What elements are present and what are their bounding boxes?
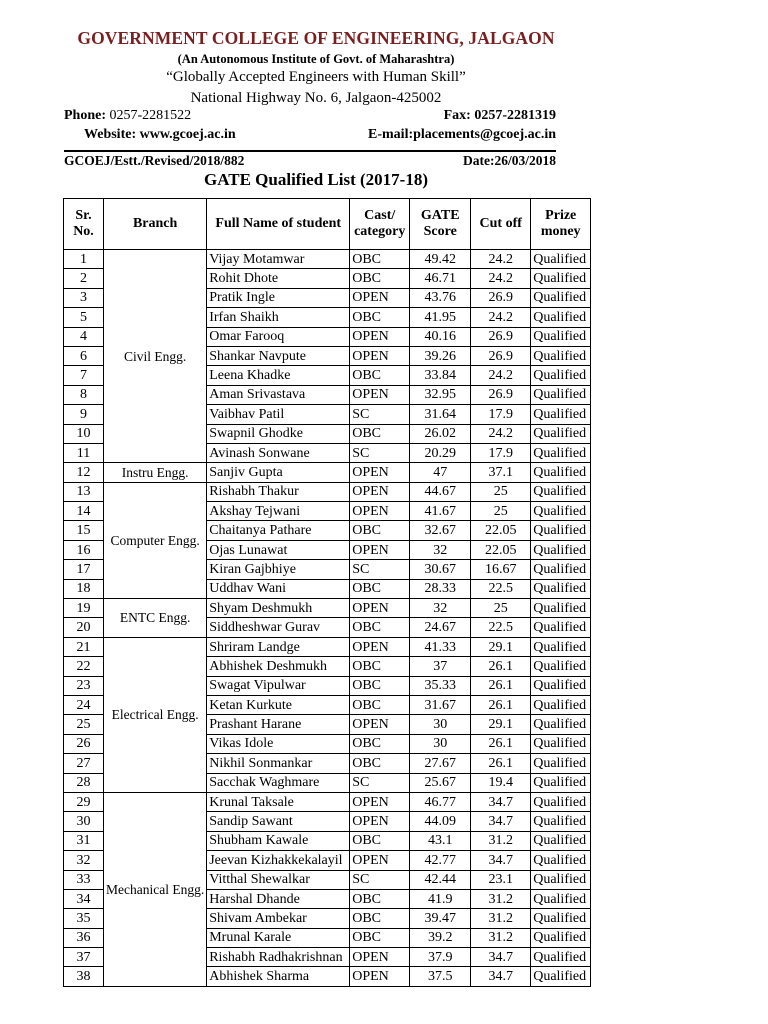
cell-prize-money: Qualified bbox=[531, 773, 591, 792]
cell-cut-off: 31.2 bbox=[471, 928, 531, 947]
cell-sr-no: 2 bbox=[64, 269, 104, 288]
cell-sr-no: 15 bbox=[64, 521, 104, 540]
cell-cut-off: 24.2 bbox=[471, 366, 531, 385]
cell-sr-no: 5 bbox=[64, 308, 104, 327]
cell-gate-score: 41.9 bbox=[410, 889, 471, 908]
cell-category: OBC bbox=[350, 889, 410, 908]
cell-cut-off: 26.1 bbox=[471, 734, 531, 753]
cell-cut-off: 31.2 bbox=[471, 831, 531, 850]
cell-prize-money: Qualified bbox=[531, 676, 591, 695]
cell-category: OBC bbox=[350, 269, 410, 288]
cell-gate-score: 31.67 bbox=[410, 695, 471, 714]
cell-student-name: Pratik Ingle bbox=[207, 288, 350, 307]
cell-cut-off: 26.9 bbox=[471, 346, 531, 365]
cell-cut-off: 22.5 bbox=[471, 579, 531, 598]
cell-gate-score: 44.67 bbox=[410, 482, 471, 501]
email: E-mail:placements@gcoej.ac.in bbox=[368, 127, 556, 142]
cell-gate-score: 47 bbox=[410, 463, 471, 482]
cell-sr-no: 19 bbox=[64, 599, 104, 618]
cell-gate-score: 46.77 bbox=[410, 792, 471, 811]
cell-category: OBC bbox=[350, 695, 410, 714]
cell-category: OPEN bbox=[350, 967, 410, 986]
reference-number: GCOEJ/Estt./Revised/2018/882 bbox=[64, 153, 245, 168]
cell-prize-money: Qualified bbox=[531, 540, 591, 559]
cell-sr-no: 24 bbox=[64, 695, 104, 714]
cell-cut-off: 31.2 bbox=[471, 909, 531, 928]
cell-cut-off: 26.1 bbox=[471, 754, 531, 773]
cell-sr-no: 12 bbox=[64, 463, 104, 482]
cell-gate-score: 39.26 bbox=[410, 346, 471, 365]
website: Website: www.gcoej.ac.in bbox=[84, 127, 236, 142]
cell-student-name: Vikas Idole bbox=[207, 734, 350, 753]
cell-category: OBC bbox=[350, 618, 410, 637]
cell-cut-off: 34.7 bbox=[471, 851, 531, 870]
cell-sr-no: 14 bbox=[64, 502, 104, 521]
cell-prize-money: Qualified bbox=[531, 618, 591, 637]
cell-sr-no: 10 bbox=[64, 424, 104, 443]
cell-gate-score: 28.33 bbox=[410, 579, 471, 598]
header-full-name: Full Name of student bbox=[207, 199, 350, 250]
phone-fax-row bbox=[64, 108, 556, 124]
cell-cut-off: 22.5 bbox=[471, 618, 531, 637]
cell-sr-no: 32 bbox=[64, 851, 104, 870]
cell-category: OBC bbox=[350, 909, 410, 928]
cell-student-name: Mrunal Karale bbox=[207, 928, 350, 947]
cell-gate-score: 24.67 bbox=[410, 618, 471, 637]
cell-prize-money: Qualified bbox=[531, 405, 591, 424]
cell-prize-money: Qualified bbox=[531, 250, 591, 269]
cell-student-name: Ketan Kurkute bbox=[207, 695, 350, 714]
header-cut-off: Cut off bbox=[471, 199, 531, 250]
cell-student-name: Shubham Kawale bbox=[207, 831, 350, 850]
college-motto: “Globally Accepted Engineers with Human Skill” bbox=[166, 69, 466, 85]
autonomous-note: (An Autonomous Institute of Govt. of Maharashtra) bbox=[177, 52, 455, 66]
cell-sr-no: 25 bbox=[64, 715, 104, 734]
cell-prize-money: Qualified bbox=[531, 327, 591, 346]
cell-student-name: Omar Farooq bbox=[207, 327, 350, 346]
cell-prize-money: Qualified bbox=[531, 812, 591, 831]
fax-label: Fax: bbox=[443, 108, 471, 123]
header-prize-money: Prize money bbox=[531, 199, 591, 250]
cell-gate-score: 25.67 bbox=[410, 773, 471, 792]
cell-category: OBC bbox=[350, 657, 410, 676]
cell-gate-score: 30.67 bbox=[410, 560, 471, 579]
cell-gate-score: 32.95 bbox=[410, 385, 471, 404]
header-gate-score: GATE Score bbox=[410, 199, 471, 250]
cell-prize-money: Qualified bbox=[531, 754, 591, 773]
cell-prize-money: Qualified bbox=[531, 889, 591, 908]
cell-sr-no: 27 bbox=[64, 754, 104, 773]
cell-sr-no: 16 bbox=[64, 540, 104, 559]
table-header-row bbox=[64, 199, 591, 250]
cell-cut-off: 24.2 bbox=[471, 424, 531, 443]
cell-sr-no: 33 bbox=[64, 870, 104, 889]
cell-sr-no: 3 bbox=[64, 288, 104, 307]
cell-category: OPEN bbox=[350, 327, 410, 346]
cell-prize-money: Qualified bbox=[531, 948, 591, 967]
cell-prize-money: Qualified bbox=[531, 288, 591, 307]
cell-prize-money: Qualified bbox=[531, 502, 591, 521]
cell-student-name: Sacchak Waghmare bbox=[207, 773, 350, 792]
cell-gate-score: 37.9 bbox=[410, 948, 471, 967]
cell-category: OBC bbox=[350, 424, 410, 443]
cell-student-name: Akshay Tejwani bbox=[207, 502, 350, 521]
cell-sr-no: 11 bbox=[64, 443, 104, 462]
table-row bbox=[64, 637, 591, 656]
cell-gate-score: 39.2 bbox=[410, 928, 471, 947]
cell-sr-no: 17 bbox=[64, 560, 104, 579]
cell-branch: Instru Engg. bbox=[104, 463, 207, 482]
cell-gate-score: 32 bbox=[410, 540, 471, 559]
cell-branch: Computer Engg. bbox=[104, 482, 207, 598]
cell-category: OPEN bbox=[350, 715, 410, 734]
cell-cut-off: 26.1 bbox=[471, 657, 531, 676]
cell-sr-no: 8 bbox=[64, 385, 104, 404]
cell-category: OBC bbox=[350, 579, 410, 598]
cell-prize-money: Qualified bbox=[531, 715, 591, 734]
cell-cut-off: 29.1 bbox=[471, 637, 531, 656]
cell-sr-no: 38 bbox=[64, 967, 104, 986]
cell-sr-no: 7 bbox=[64, 366, 104, 385]
cell-branch: Mechanical Engg. bbox=[104, 792, 207, 986]
cell-prize-money: Qualified bbox=[531, 463, 591, 482]
cell-sr-no: 37 bbox=[64, 948, 104, 967]
cell-student-name: Ojas Lunawat bbox=[207, 540, 350, 559]
cell-gate-score: 27.67 bbox=[410, 754, 471, 773]
cell-category: OBC bbox=[350, 308, 410, 327]
cell-sr-no: 36 bbox=[64, 928, 104, 947]
cell-cut-off: 34.7 bbox=[471, 792, 531, 811]
cell-prize-money: Qualified bbox=[531, 928, 591, 947]
cell-cut-off: 26.9 bbox=[471, 288, 531, 307]
cell-prize-money: Qualified bbox=[531, 599, 591, 618]
cell-sr-no: 9 bbox=[64, 405, 104, 424]
cell-category: OBC bbox=[350, 676, 410, 695]
cell-sr-no: 23 bbox=[64, 676, 104, 695]
cell-student-name: Siddheshwar Gurav bbox=[207, 618, 350, 637]
cell-sr-no: 35 bbox=[64, 909, 104, 928]
cell-sr-no: 6 bbox=[64, 346, 104, 365]
cell-cut-off: 26.1 bbox=[471, 695, 531, 714]
cell-prize-money: Qualified bbox=[531, 909, 591, 928]
cell-category: SC bbox=[350, 560, 410, 579]
cell-gate-score: 46.71 bbox=[410, 269, 471, 288]
cell-prize-money: Qualified bbox=[531, 657, 591, 676]
cell-cut-off: 34.7 bbox=[471, 948, 531, 967]
cell-sr-no: 21 bbox=[64, 637, 104, 656]
cell-branch: Civil Engg. bbox=[104, 250, 207, 463]
cell-student-name: Prashant Harane bbox=[207, 715, 350, 734]
cell-category: OBC bbox=[350, 250, 410, 269]
cell-prize-money: Qualified bbox=[531, 366, 591, 385]
header-branch: Branch bbox=[104, 199, 207, 250]
cell-sr-no: 31 bbox=[64, 831, 104, 850]
cell-category: OBC bbox=[350, 521, 410, 540]
cell-gate-score: 37.5 bbox=[410, 967, 471, 986]
reference-line bbox=[64, 150, 556, 169]
cell-cut-off: 37.1 bbox=[471, 463, 531, 482]
cell-category: OBC bbox=[350, 831, 410, 850]
cell-cut-off: 25 bbox=[471, 599, 531, 618]
cell-cut-off: 17.9 bbox=[471, 405, 531, 424]
cell-student-name: Shivam Ambekar bbox=[207, 909, 350, 928]
cell-branch: Electrical Engg. bbox=[104, 637, 207, 792]
cell-prize-money: Qualified bbox=[531, 269, 591, 288]
cell-student-name: Rishabh Thakur bbox=[207, 482, 350, 501]
cell-gate-score: 40.16 bbox=[410, 327, 471, 346]
cell-category: SC bbox=[350, 773, 410, 792]
cell-category: OBC bbox=[350, 928, 410, 947]
cell-gate-score: 26.02 bbox=[410, 424, 471, 443]
cell-prize-money: Qualified bbox=[531, 637, 591, 656]
cell-category: OPEN bbox=[350, 482, 410, 501]
cell-category: OPEN bbox=[350, 812, 410, 831]
cell-prize-money: Qualified bbox=[531, 831, 591, 850]
table-row bbox=[64, 250, 591, 269]
table-row bbox=[64, 463, 591, 482]
cell-gate-score: 30 bbox=[410, 734, 471, 753]
cell-cut-off: 17.9 bbox=[471, 443, 531, 462]
cell-student-name: Vaibhav Patil bbox=[207, 405, 350, 424]
cell-category: OBC bbox=[350, 734, 410, 753]
cell-category: SC bbox=[350, 443, 410, 462]
cell-prize-money: Qualified bbox=[531, 521, 591, 540]
cell-cut-off: 25 bbox=[471, 482, 531, 501]
cell-gate-score: 32.67 bbox=[410, 521, 471, 540]
cell-prize-money: Qualified bbox=[531, 851, 591, 870]
cell-prize-money: Qualified bbox=[531, 443, 591, 462]
cell-gate-score: 42.77 bbox=[410, 851, 471, 870]
cell-cut-off: 26.9 bbox=[471, 385, 531, 404]
cell-gate-score: 44.09 bbox=[410, 812, 471, 831]
cell-prize-money: Qualified bbox=[531, 870, 591, 889]
cell-sr-no: 4 bbox=[64, 327, 104, 346]
table-row bbox=[64, 792, 591, 811]
cell-category: OPEN bbox=[350, 502, 410, 521]
cell-student-name: Nikhil Sonmankar bbox=[207, 754, 350, 773]
cell-prize-money: Qualified bbox=[531, 792, 591, 811]
cell-prize-money: Qualified bbox=[531, 695, 591, 714]
list-title: GATE Qualified List (2017-18) bbox=[204, 170, 428, 189]
cell-student-name: Jeevan Kizhakkekalayil bbox=[207, 851, 350, 870]
cell-sr-no: 26 bbox=[64, 734, 104, 753]
cell-cut-off: 24.2 bbox=[471, 250, 531, 269]
cell-cut-off: 34.7 bbox=[471, 812, 531, 831]
table-row bbox=[64, 599, 591, 618]
cell-gate-score: 32 bbox=[410, 599, 471, 618]
college-name: GOVERNMENT COLLEGE OF ENGINEERING, JALGAON bbox=[77, 28, 555, 48]
cell-student-name: Shankar Navpute bbox=[207, 346, 350, 365]
cell-student-name: Abhishek Deshmukh bbox=[207, 657, 350, 676]
cell-cut-off: 22.05 bbox=[471, 521, 531, 540]
cell-student-name: Swagat Vipulwar bbox=[207, 676, 350, 695]
fax-number: 0257-2281319 bbox=[474, 108, 556, 123]
cell-sr-no: 22 bbox=[64, 657, 104, 676]
cell-sr-no: 29 bbox=[64, 792, 104, 811]
cell-cut-off: 22.05 bbox=[471, 540, 531, 559]
cell-category: OPEN bbox=[350, 599, 410, 618]
website-email-row bbox=[64, 127, 556, 143]
cell-gate-score: 33.84 bbox=[410, 366, 471, 385]
table-body bbox=[64, 250, 591, 987]
cell-sr-no: 34 bbox=[64, 889, 104, 908]
cell-cut-off: 26.9 bbox=[471, 327, 531, 346]
cell-student-name: Abhishek Sharma bbox=[207, 967, 350, 986]
cell-sr-no: 30 bbox=[64, 812, 104, 831]
cell-gate-score: 20.29 bbox=[410, 443, 471, 462]
cell-cut-off: 19.4 bbox=[471, 773, 531, 792]
cell-category: SC bbox=[350, 405, 410, 424]
cell-gate-score: 39.47 bbox=[410, 909, 471, 928]
cell-gate-score: 43.1 bbox=[410, 831, 471, 850]
cell-student-name: Leena Khadke bbox=[207, 366, 350, 385]
cell-student-name: Irfan Shaikh bbox=[207, 308, 350, 327]
cell-cut-off: 25 bbox=[471, 502, 531, 521]
cell-gate-score: 31.64 bbox=[410, 405, 471, 424]
phone-label: Phone: bbox=[64, 108, 106, 123]
cell-student-name: Kiran Gajbhiye bbox=[207, 560, 350, 579]
cell-student-name: Sanjiv Gupta bbox=[207, 463, 350, 482]
cell-prize-money: Qualified bbox=[531, 385, 591, 404]
document-date: Date:26/03/2018 bbox=[463, 153, 556, 168]
cell-category: OPEN bbox=[350, 385, 410, 404]
cell-student-name: Swapnil Ghodke bbox=[207, 424, 350, 443]
gate-qualified-table bbox=[63, 198, 591, 987]
cell-student-name: Sandip Sawant bbox=[207, 812, 350, 831]
cell-category: OPEN bbox=[350, 851, 410, 870]
table-row bbox=[64, 482, 591, 501]
cell-gate-score: 41.33 bbox=[410, 637, 471, 656]
cell-category: OBC bbox=[350, 754, 410, 773]
cell-prize-money: Qualified bbox=[531, 308, 591, 327]
cell-gate-score: 41.95 bbox=[410, 308, 471, 327]
cell-student-name: Rohit Dhote bbox=[207, 269, 350, 288]
cell-student-name: Avinash Sonwane bbox=[207, 443, 350, 462]
cell-cut-off: 16.67 bbox=[471, 560, 531, 579]
cell-student-name: Shriram Landge bbox=[207, 637, 350, 656]
cell-sr-no: 1 bbox=[64, 250, 104, 269]
cell-prize-money: Qualified bbox=[531, 967, 591, 986]
cell-category: OBC bbox=[350, 366, 410, 385]
cell-student-name: Aman Srivastava bbox=[207, 385, 350, 404]
college-address: National Highway No. 6, Jalgaon-425002 bbox=[190, 90, 442, 106]
cell-sr-no: 28 bbox=[64, 773, 104, 792]
cell-sr-no: 18 bbox=[64, 579, 104, 598]
cell-student-name: Rishabh Radhakrishnan bbox=[207, 948, 350, 967]
cell-category: OPEN bbox=[350, 637, 410, 656]
cell-cut-off: 26.1 bbox=[471, 676, 531, 695]
cell-prize-money: Qualified bbox=[531, 734, 591, 753]
cell-category: OPEN bbox=[350, 792, 410, 811]
cell-sr-no: 20 bbox=[64, 618, 104, 637]
cell-cut-off: 31.2 bbox=[471, 889, 531, 908]
cell-student-name: Harshal Dhande bbox=[207, 889, 350, 908]
cell-sr-no: 13 bbox=[64, 482, 104, 501]
cell-prize-money: Qualified bbox=[531, 560, 591, 579]
phone-number: 0257-2281522 bbox=[109, 108, 192, 123]
cell-gate-score: 35.33 bbox=[410, 676, 471, 695]
cell-student-name: Shyam Deshmukh bbox=[207, 599, 350, 618]
cell-cut-off: 24.2 bbox=[471, 308, 531, 327]
cell-category: OPEN bbox=[350, 948, 410, 967]
cell-gate-score: 37 bbox=[410, 657, 471, 676]
cell-student-name: Krunal Taksale bbox=[207, 792, 350, 811]
cell-prize-money: Qualified bbox=[531, 579, 591, 598]
cell-cut-off: 23.1 bbox=[471, 870, 531, 889]
cell-category: OPEN bbox=[350, 540, 410, 559]
cell-cut-off: 34.7 bbox=[471, 967, 531, 986]
cell-gate-score: 41.67 bbox=[410, 502, 471, 521]
cell-branch: ENTC Engg. bbox=[104, 599, 207, 638]
cell-category: OPEN bbox=[350, 463, 410, 482]
cell-gate-score: 30 bbox=[410, 715, 471, 734]
cell-prize-money: Qualified bbox=[531, 424, 591, 443]
cell-category: OPEN bbox=[350, 346, 410, 365]
cell-student-name: Chaitanya Pathare bbox=[207, 521, 350, 540]
cell-prize-money: Qualified bbox=[531, 482, 591, 501]
cell-category: SC bbox=[350, 870, 410, 889]
cell-cut-off: 29.1 bbox=[471, 715, 531, 734]
cell-cut-off: 24.2 bbox=[471, 269, 531, 288]
header-category: Cast/ category bbox=[350, 199, 410, 250]
cell-student-name: Vitthal Shewalkar bbox=[207, 870, 350, 889]
cell-student-name: Vijay Motamwar bbox=[207, 250, 350, 269]
cell-gate-score: 43.76 bbox=[410, 288, 471, 307]
cell-category: OPEN bbox=[350, 288, 410, 307]
cell-student-name: Uddhav Wani bbox=[207, 579, 350, 598]
header-sr-no: Sr. No. bbox=[64, 199, 104, 250]
cell-gate-score: 49.42 bbox=[410, 250, 471, 269]
cell-gate-score: 42.44 bbox=[410, 870, 471, 889]
cell-prize-money: Qualified bbox=[531, 346, 591, 365]
